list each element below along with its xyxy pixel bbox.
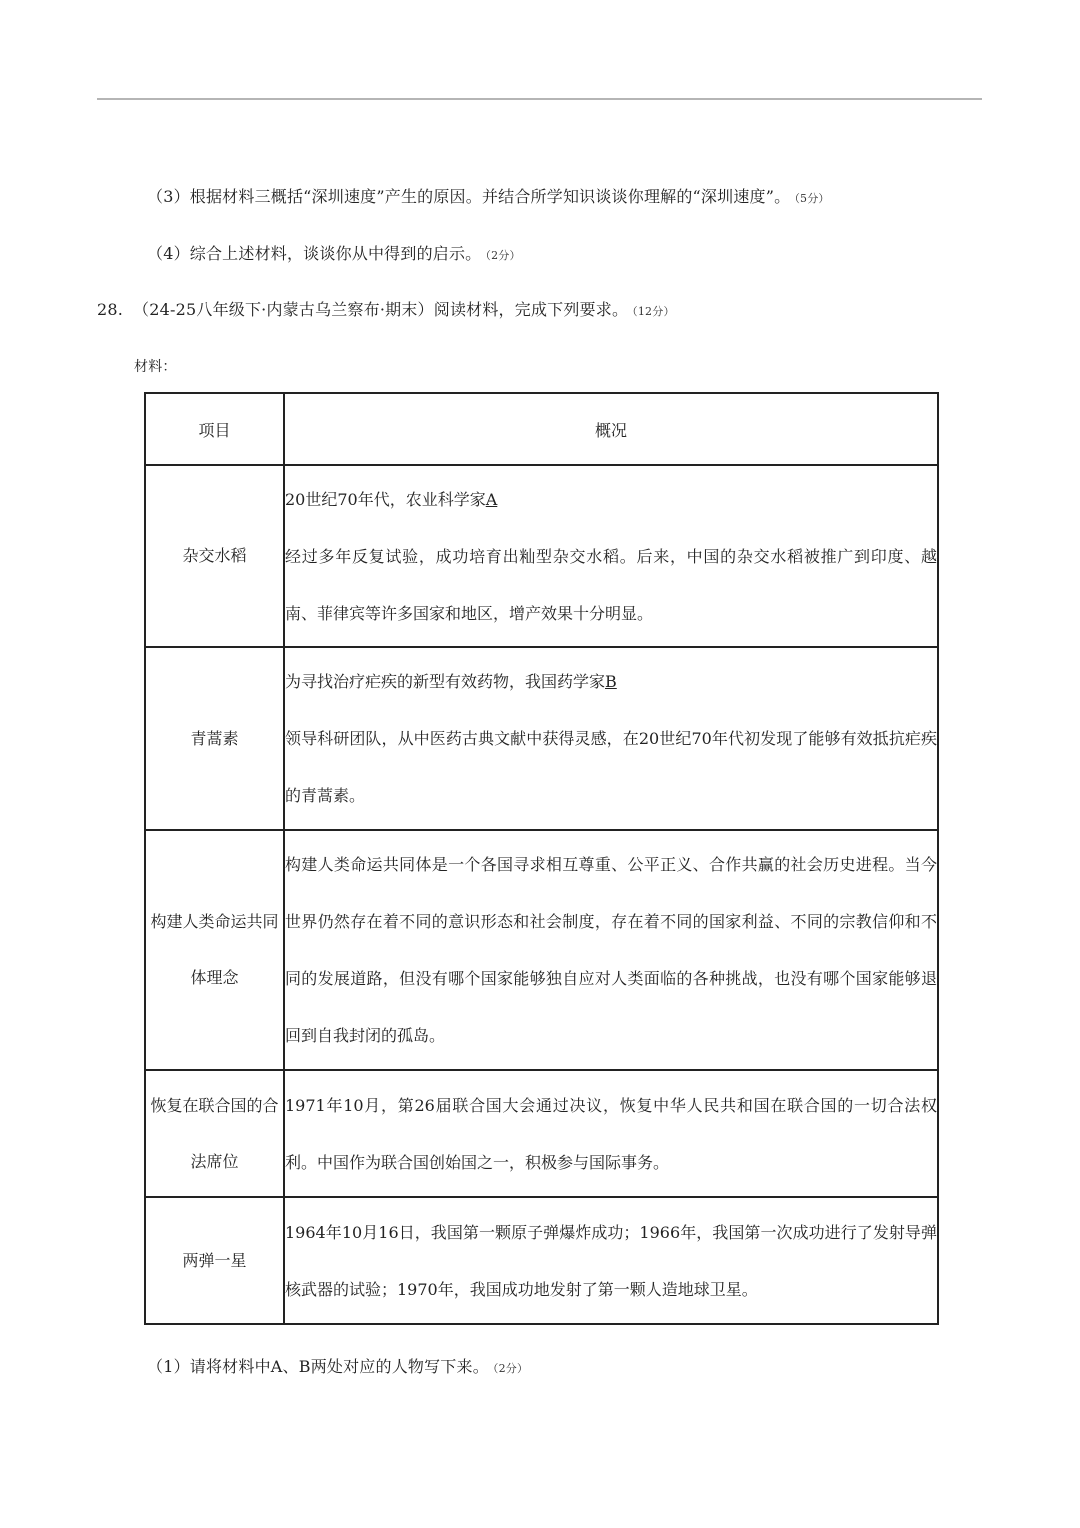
header-overview: 概况 [284,393,938,465]
row-description [284,647,938,830]
row-description: 1971年10月，第26届联合国大会通过决议，恢复中华人民共和国在联合国的一切合法权利。中国作为联合国创始国之一，积极参与国际事务。 [284,1070,938,1197]
blank-a: A [485,489,498,509]
question-28-number: 28. [97,300,124,319]
header-item: 项目 [145,393,284,465]
table-row [145,830,938,1070]
row-item: 青蒿素 [145,647,284,830]
row-item: 构建人类命运共同体理念 [145,830,284,1070]
row-description-text: 为寻找治疗疟疾的新型有效药物，我国药学家 [285,672,606,691]
question-4-text: （4）综合上述材料，谈谈你从中得到的启示。 [147,244,482,263]
row-description: 构建人类命运共同体是一个各国寻求相互尊重、公平正义、合作共赢的社会历史进程。当今世界仍然存在着不同的意识形态和社会制度，存在着不同的国家利益、不同的宗教信仰和不同的发展道路，但没有哪个国家能够独自应对人类面临的各种挑战，也没有哪个国家能够退回到自我封闭的孤岛。 [284,830,938,1070]
question-28-points: （12分） [632,305,675,318]
question-3 [147,184,830,207]
row-item: 两弹一星 [145,1197,284,1324]
question-3-text: （3）根据材料三概括“深圳速度”产生的原因。并结合所学知识谈谈你理解的“深圳速度”。 [147,187,791,206]
table-header-row [145,393,938,465]
question-28-text: （24-25八年级下·内蒙古乌兰察布·期末）阅读材料，完成下列要求。 [133,300,629,319]
table-row [145,465,938,647]
question-28-sub-1-text: （1）请将材料中A、B两处对应的人物写下来。 [147,1357,489,1376]
row-description-text: 领导科研团队，从中医药古典文献中获得灵感，在20世纪70年代初发现了能够有效抵抗疟疾的青蒿素。 [285,729,937,805]
table-row [145,1197,938,1324]
material-label: 材料： [134,359,177,375]
question-4-points: （2分） [485,249,521,262]
table-row [145,647,938,830]
question-28-sub-1 [147,1354,528,1377]
material-table [144,392,939,1325]
row-description-text: 经过多年反复试验，成功培育出籼型杂交水稻。后来，中国的杂交水稻被推广到印度、越南、菲律宾等许多国家和地区，增产效果十分明显。 [285,546,937,623]
table-row [145,1070,938,1197]
question-28 [97,297,675,320]
row-description: 1964年10月16日，我国第一颗原子弹爆炸成功；1966年，我国第一次成功进行了发射导弹核武器的试验；1970年，我国成功地发射了第一颗人造地球卫星。 [284,1197,938,1324]
question-4 [147,241,521,264]
row-description-text: 20世纪70年代，农业科学家 [285,489,486,509]
top-divider [97,98,982,100]
question-3-points: （5分） [794,192,830,205]
row-description [284,465,938,647]
row-item: 恢复在联合国的合法席位 [145,1070,284,1197]
question-28-sub-1-points: （2分） [492,1362,529,1375]
row-item: 杂交水稻 [145,465,284,647]
blank-b: B [605,672,617,691]
